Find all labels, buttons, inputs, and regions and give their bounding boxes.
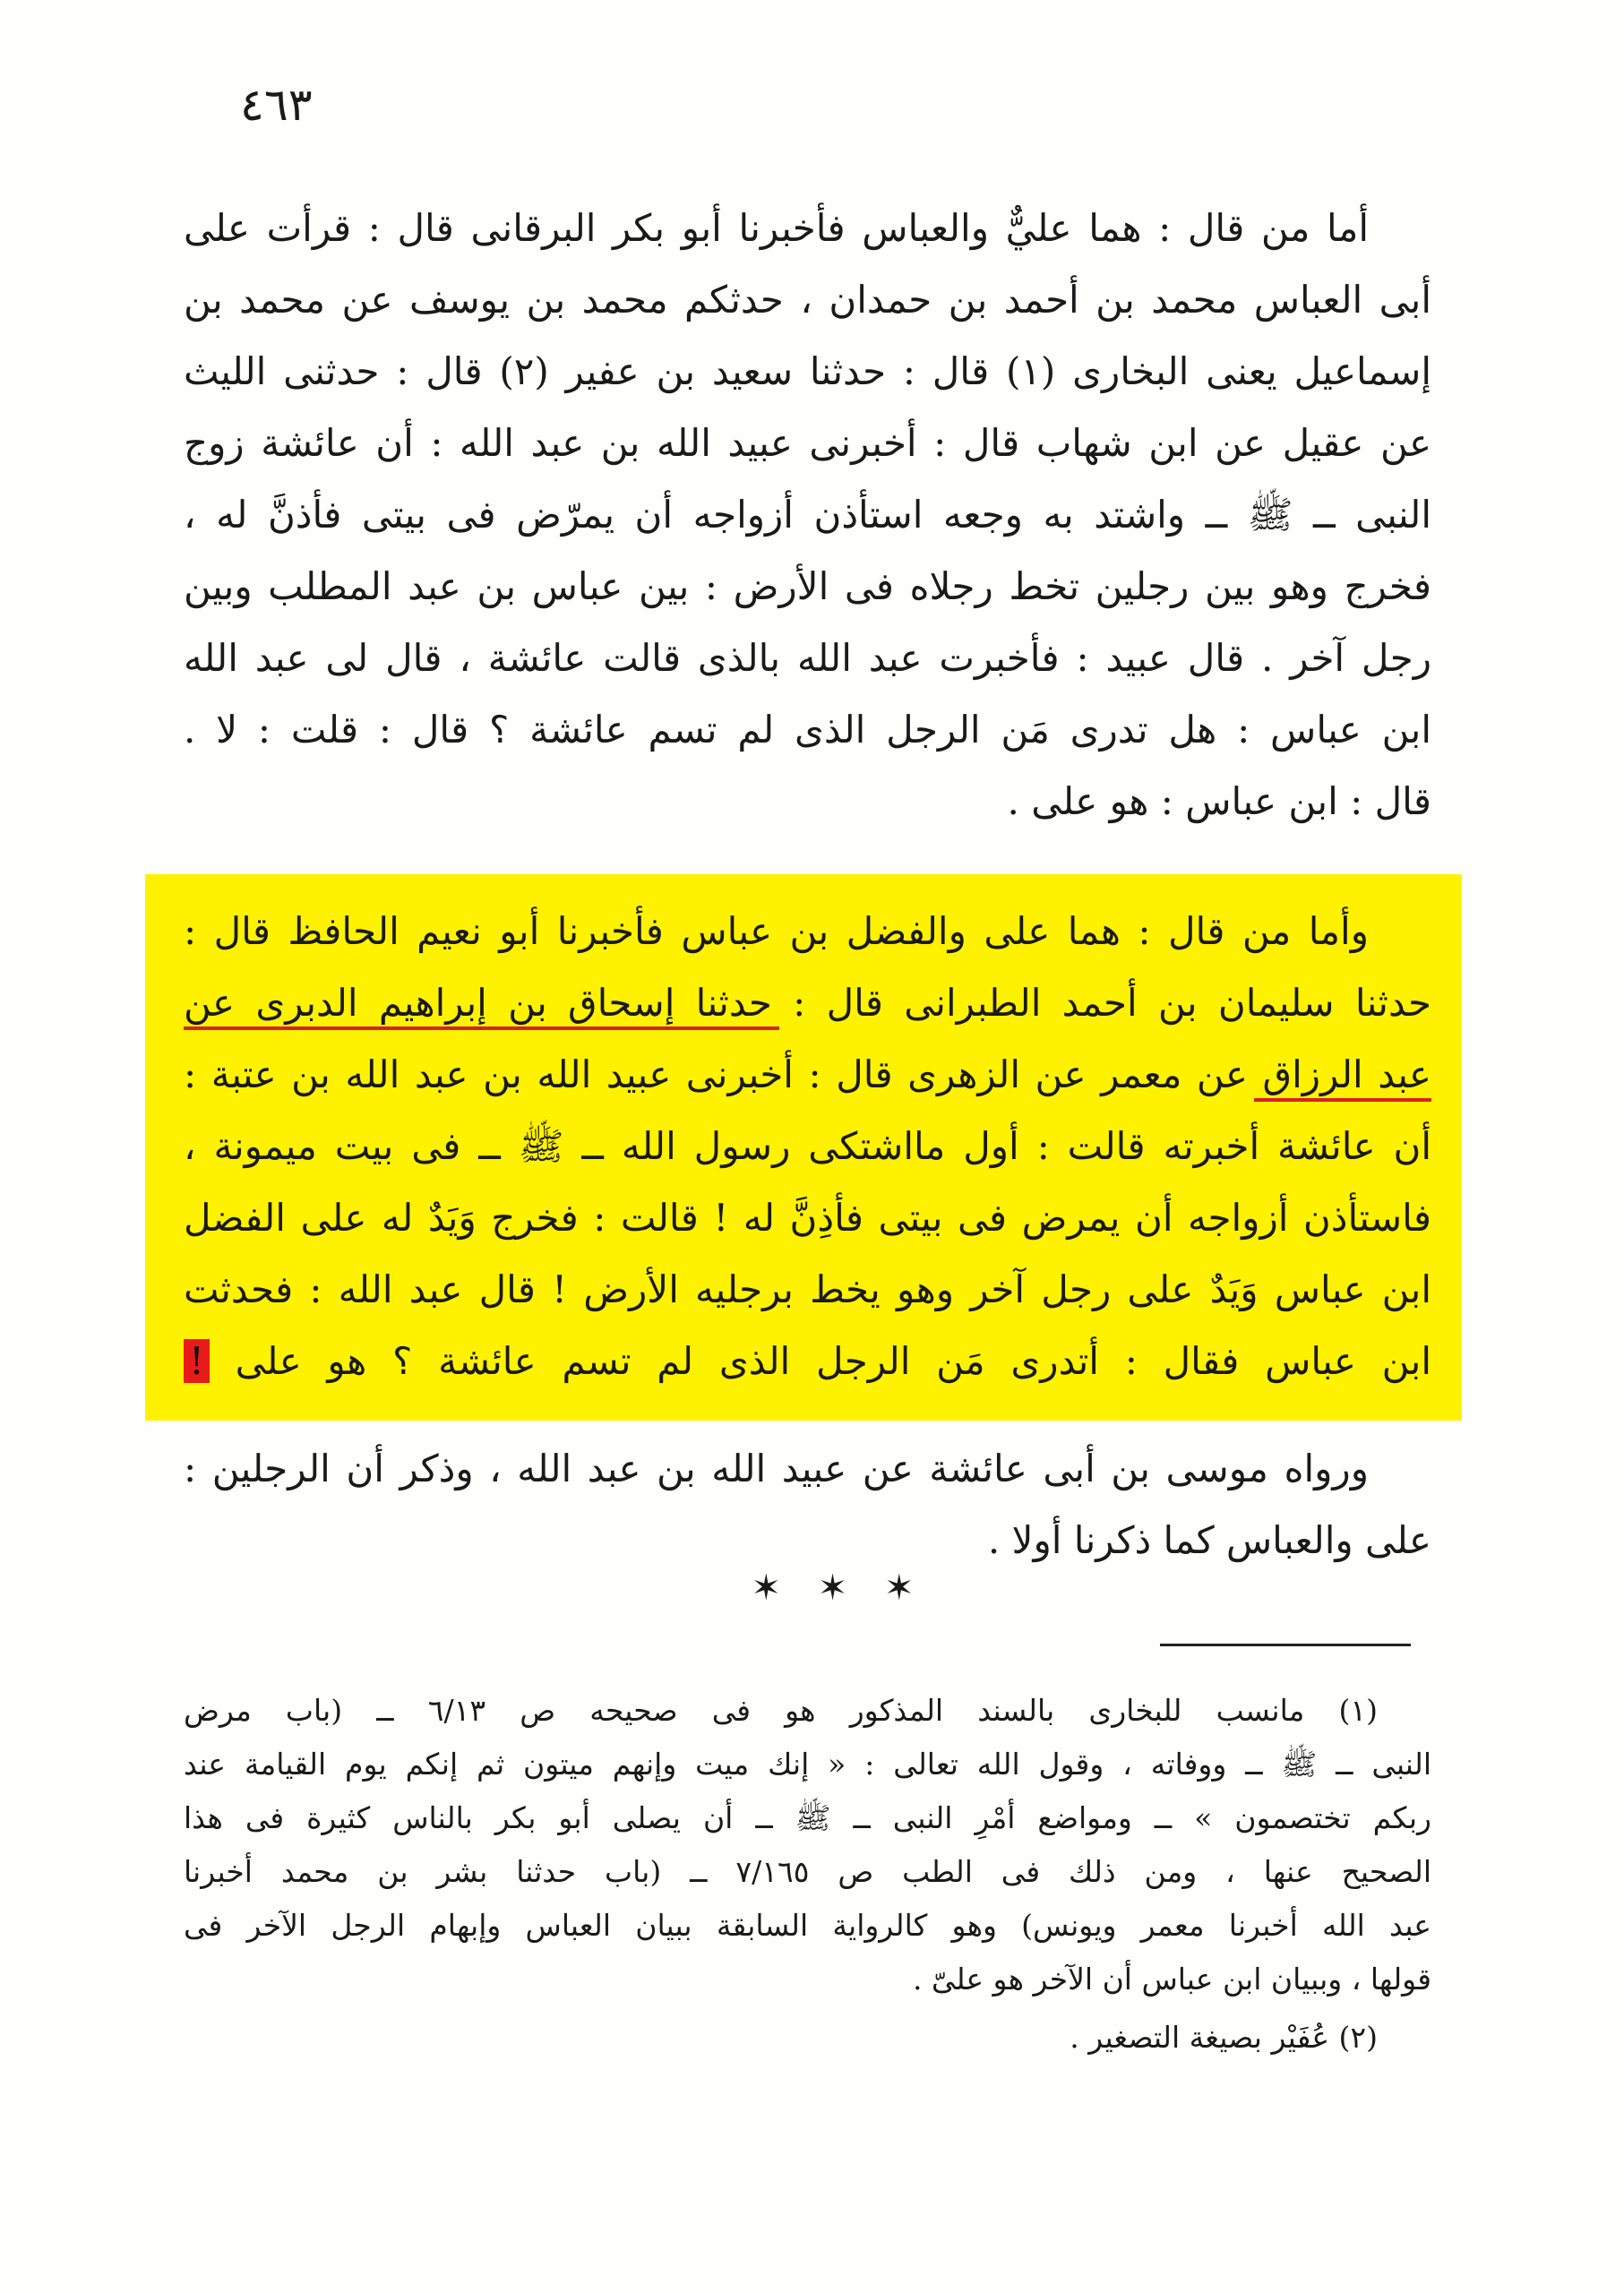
text-line: وأما من قال : هما على والفضل بن عباس فأخبرنا أبو نعيم الحافظ قال : [184,909,1369,953]
footnote-line: (٢) عُفَيْر بصيغة التصغير . [1070,2020,1378,2055]
text-line: ورواه موسى بن أبى عائشة عن عبيد الله بن عبد الله ، وذكر أن الرجلين : [184,1447,1369,1490]
footnote-separator [1160,1644,1411,1646]
underlined-text: عبد الرزاق [1262,1052,1431,1096]
text-segment: ابن عباس فقال : أتدرى مَن الرجل الذى لم تسم عائشة ؟ هو على [235,1339,1431,1383]
text-line [184,1326,1431,1397]
footnote-line: النبى ــ ﷺ ــ ووفاته ، وقول الله تعالى : « إنك ميت وإنهم ميتون ثم إنكم يوم القيامة عند [184,1747,1431,1782]
text-line: فاستأذن أزواجه أن يمرض فى بيتى فأذِنَّ له ! قالت : فخرج وَيَدٌ له على الفضل [184,1196,1431,1240]
text-line: ابن عباس وَيَدٌ على رجل آخر وهو يخط برجليه الأرض ! قال عبد الله : فحدثت [184,1267,1431,1311]
text-line [184,1039,1431,1111]
text-line: أن عائشة أخبرته قالت : أول مااشتكى رسول الله ــ ﷺ ــ فى بيت ميمونة ، [184,1124,1431,1168]
text-line: رجل آخر . قال عبيد : فأخبرت عبد الله بالذى قالت عائشة ، قال لى عبد الله [184,636,1431,680]
text-line: فخرج وهو بين رجلين تخط رجلاه فى الأرض : بين عباس بن عبد المطلب وبين [184,564,1431,608]
footnote-line: ربكم تختصمون » ــ ومواضع أمْرِ النبى ــ ﷺ ــ أن يصلى أبو بكر بالناس كثيرة فى هذا [184,1800,1431,1835]
text-segment: حدثنا سليمان بن أحمد الطبرانى قال : [793,981,1431,1025]
section-stars: ✶ ✶ ✶ [751,1567,927,1609]
red-underline [1254,1098,1431,1102]
footnote-line: عبد الله أخبرنا معمر ويونس) وهو كالرواية السابقة ببيان العباس وإبهام الرجل الآخر فى [184,1908,1431,1943]
text-line: أما من قال : هما عليٌّ والعباس فأخبرنا أبو بكر البرقانى قال : قرأت على [184,206,1369,250]
text-line: قال : ابن عباس : هو على . [1007,779,1431,823]
footnote-line: قولها ، وببيان ابن عباس أن الآخر هو علىّ . [912,1962,1431,1997]
footnote-line: الصحيح عنها ، ومن ذلك فى الطب ص ٧/١٦٥ ــ (باب حدثنا بشر بن محمد أخبرنا [184,1854,1431,1889]
underlined-text: حدثنا إسحاق بن إبراهيم الدبرى عن [184,981,772,1025]
text-line: عن عقيل عن ابن شهاب قال : أخبرنى عبيد الله بن عبد الله : أن عائشة زوج [184,421,1431,465]
text-segment: عن معمر عن الزهرى قال : أخبرنى عبيد الله بن عبد الله بن عتبة : [184,1052,1248,1096]
footnote-line: (١) مانسب للبخارى بالسند المذكور هو فى صحيحه ص ٦/١٣ ــ (باب مرض [184,1693,1378,1728]
red-underline [184,1026,779,1030]
text-line: النبى ــ ﷺ ــ واشتد به وجعه استأذن أزواجه أن يمرّض فى بيتى فأذنَّ له ، [184,493,1431,537]
text-line: ابن عباس : هل تدرى مَن الرجل الذى لم تسم عائشة ؟ قال : قلت : لا . [184,708,1431,751]
text-line: إسماعيل يعنى البخارى (١) قال : حدثنا سعيد بن عفير (٢) قال : حدثنى الليث [184,349,1431,393]
text-line: على والعباس كما ذكرنا أولا . [987,1518,1431,1562]
red-highlight-mark: ! [184,1339,210,1383]
text-line: أبى العباس محمد بن أحمد بن حمدان ، حدثكم محمد بن يوسف عن محمد بن [184,278,1431,322]
page-number: ٤٦٣ [240,79,313,131]
